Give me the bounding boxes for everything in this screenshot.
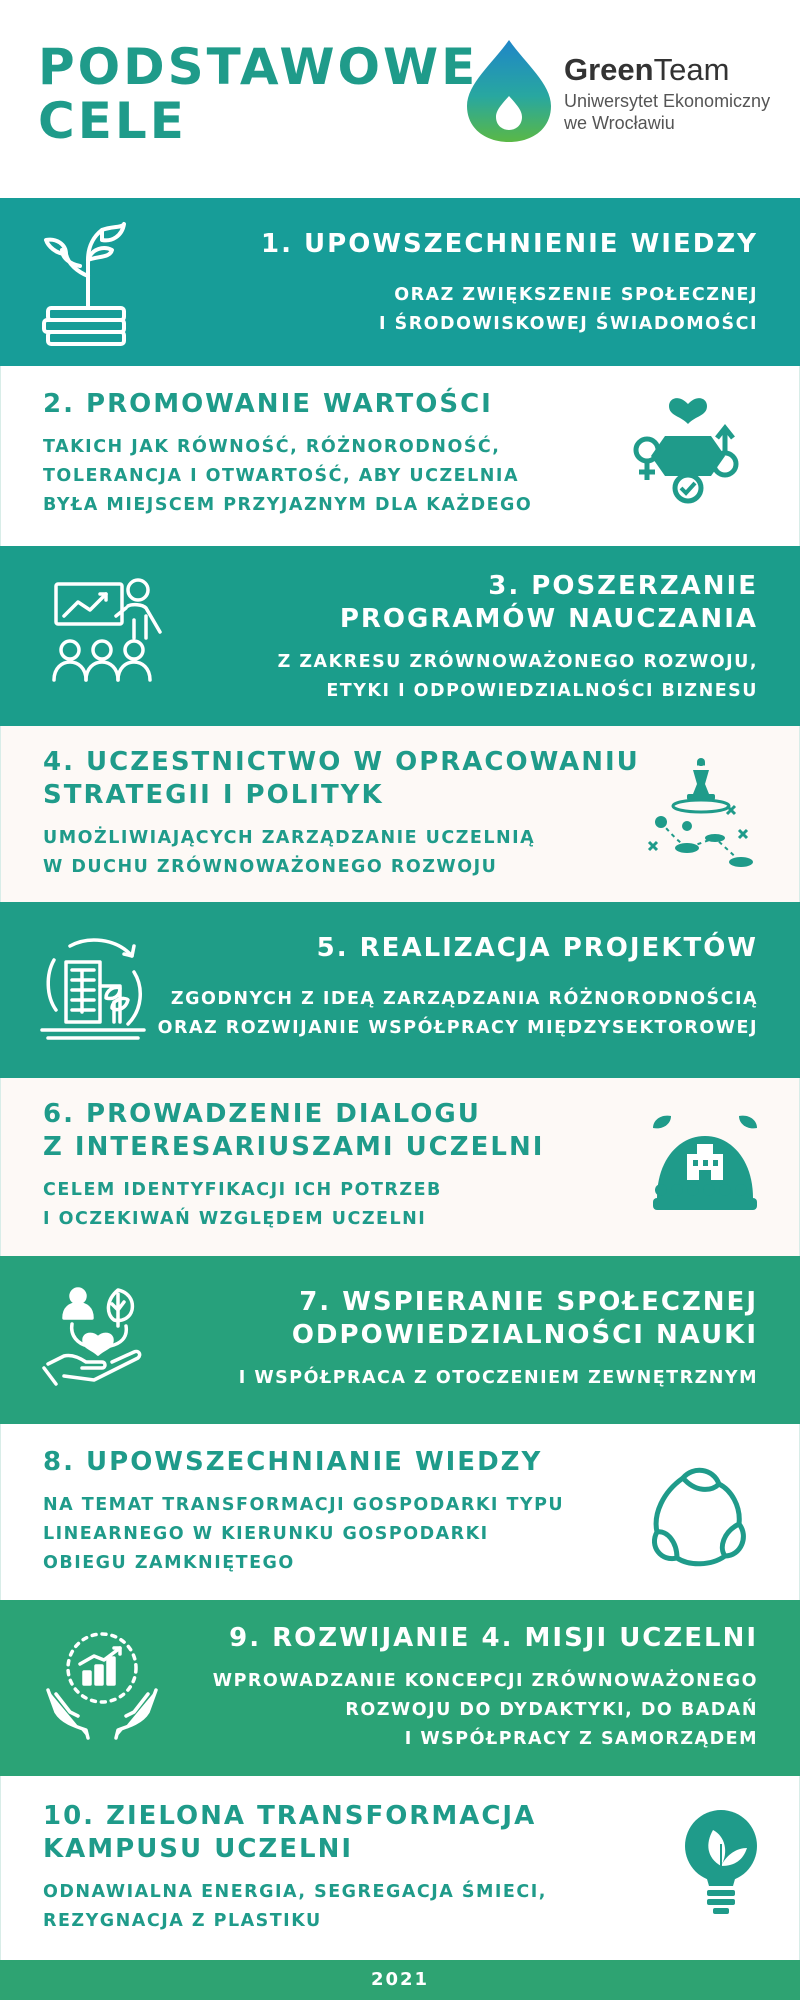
goal-7-title xyxy=(239,1286,758,1352)
water-drop-logo-icon xyxy=(464,38,554,144)
goal-1-description xyxy=(261,281,758,339)
growth-hands-icon xyxy=(44,1630,160,1742)
goal-2-desc-line-2: TOLERANCJA I OTWARTOŚĆ, ABY UCZELNIA xyxy=(43,466,519,486)
goal-10 xyxy=(0,1776,800,1960)
goal-2-text xyxy=(43,388,532,520)
eco-bulb-icon xyxy=(681,1808,761,1920)
goal-10-title-line-2: KAMPUSU UCZELNI xyxy=(43,1834,354,1864)
goal-10-description xyxy=(43,1878,547,1936)
goal-3-text xyxy=(278,570,758,706)
goal-7 xyxy=(0,1256,800,1424)
goal-4 xyxy=(0,726,800,902)
goal-5-desc-line-2: ORAZ ROZWIJANIE WSPÓŁPRACY MIĘDZYSEKTOROWEJ xyxy=(157,1018,758,1038)
goal-3 xyxy=(0,546,800,726)
goal-4-desc-line-2: W DUCHU ZRÓWNOWAŻONEGO ROZWOJU xyxy=(43,857,498,877)
goal-5-title-line-1: 5. REALIZACJA PROJEKTÓW xyxy=(316,933,758,963)
plant-on-books-icon xyxy=(40,220,130,348)
goal-4-title-line-1: 4. UCZESTNICTWO W OPRACOWANIU xyxy=(43,747,640,777)
goal-3-desc-line-2: ETYKI I ODPOWIEDZIALNOŚCI BIZNESU xyxy=(326,681,758,701)
goal-8-text xyxy=(43,1446,564,1578)
logo-name xyxy=(564,52,729,88)
header xyxy=(0,0,800,198)
goal-6-title xyxy=(43,1098,544,1164)
goal-7-description xyxy=(239,1364,758,1393)
goal-5-title xyxy=(158,932,758,965)
goal-10-desc-line-2: REZYGNACJA Z PLASTIKU xyxy=(43,1911,322,1931)
caring-hand-icon xyxy=(42,1284,146,1388)
goal-9-desc-line-1: WPROWADZANIE KONCEPCJI ZRÓWNOWAŻONEGO xyxy=(212,1671,758,1691)
green-building-cycle-icon xyxy=(40,938,148,1042)
goal-9-description xyxy=(213,1667,758,1754)
goal-2-description xyxy=(43,433,532,520)
goal-6-title-line-1: 6. PROWADZENIE DIALOGU xyxy=(43,1099,481,1129)
goal-9-title xyxy=(213,1622,758,1655)
strategy-chess-icon xyxy=(643,754,759,878)
goal-3-title xyxy=(278,570,758,636)
goal-8-desc-line-3: OBIEGU ZAMKNIĘTEGO xyxy=(43,1553,295,1573)
goal-8-desc-line-2: LINEARNEGO W KIERUNKU GOSPODARKI xyxy=(43,1524,489,1544)
goal-2-title-line-1: 2. PROMOWANIE WARTOŚCI xyxy=(43,389,493,419)
goal-3-description xyxy=(278,648,758,706)
goal-6-desc-line-1: CELEM IDENTYFIKACJI ICH POTRZEB xyxy=(43,1180,442,1200)
goal-10-title-line-1: 10. ZIELONA TRANSFORMACJA xyxy=(43,1801,537,1831)
goal-4-desc-line-1: UMOŻLIWIAJĄCYCH ZARZĄDZANIE UCZELNIĄ xyxy=(43,828,536,848)
goal-1-text xyxy=(261,228,758,339)
goal-1 xyxy=(0,198,800,366)
goal-10-title xyxy=(43,1800,547,1866)
goal-7-title-line-2: ODPOWIEDZIALNOŚCI NAUKI xyxy=(291,1320,758,1350)
goal-3-title-line-1: 3. POSZERZANIE xyxy=(488,571,758,601)
goal-4-text xyxy=(43,746,640,882)
goal-9 xyxy=(0,1600,800,1776)
logo-name-bold: Green xyxy=(564,52,654,87)
goal-4-title xyxy=(43,746,640,812)
logo-subtitle-line-1: Uniwersytet Ekonomiczny xyxy=(564,91,771,111)
goal-1-desc-line-1: ORAZ ZWIĘKSZENIE SPOŁECZNEJ xyxy=(394,285,758,305)
goal-1-desc-line-2: I ŚRODOWISKOWEJ ŚWIADOMOŚCI xyxy=(378,314,758,334)
logo-subtitle xyxy=(564,90,770,134)
goal-1-title-line-1: 1. UPOWSZECHNIENIE WIEDZY xyxy=(261,229,758,259)
goal-5-text xyxy=(158,932,758,1043)
goal-9-desc-line-3: I WSPÓŁPRACY Z SAMORZĄDEM xyxy=(404,1729,758,1749)
logo-subtitle-line-2: we Wrocławiu xyxy=(564,113,675,133)
goal-6-description xyxy=(43,1176,544,1234)
goal-5 xyxy=(0,902,800,1078)
circular-economy-icon xyxy=(645,1462,755,1572)
goal-2-title xyxy=(43,388,532,421)
goal-9-text xyxy=(213,1622,758,1754)
goal-4-title-line-2: STRATEGII I POLITYK xyxy=(43,780,384,810)
goal-8-description xyxy=(43,1491,564,1578)
goal-2-desc-line-3: BYŁA MIEJSCEM PRZYJAZNYM DLA KAŻDEGO xyxy=(43,495,533,515)
goal-8-desc-line-1: NA TEMAT TRANSFORMACJI GOSPODARKI TYPU xyxy=(43,1495,565,1515)
goal-8 xyxy=(0,1424,800,1600)
goal-1-title xyxy=(261,228,758,261)
goal-7-title-line-1: 7. WSPIERANIE SPOŁECZNEJ xyxy=(299,1287,758,1317)
page-title xyxy=(38,40,478,148)
presentation-icon xyxy=(50,576,170,690)
goal-3-desc-line-1: Z ZAKRESU ZRÓWNOWAŻONEGO ROZWOJU, xyxy=(277,652,758,672)
goal-9-title-line-1: 9. ROZWIJANIE 4. MISJI UCZELNI xyxy=(229,1623,758,1653)
goal-2 xyxy=(0,366,800,546)
goal-7-text xyxy=(239,1286,758,1393)
page-title-line-1: PODSTAWOWE xyxy=(38,38,479,96)
goal-8-title-line-1: 8. UPOWSZECHNIANIE WIEDZY xyxy=(43,1447,543,1477)
goal-10-desc-line-1: ODNAWIALNA ENERGIA, SEGREGACJA ŚMIECI, xyxy=(43,1882,547,1902)
goal-5-desc-line-1: ZGODNYCH Z IDEĄ ZARZĄDZANIA RÓŻNORODNOŚCIĄ xyxy=(170,989,758,1009)
goal-7-desc-line-1: I WSPÓŁPRACA Z OTOCZENIEM ZEWNĘTRZNYM xyxy=(238,1368,758,1388)
page-title-line-2: CELE xyxy=(38,92,187,150)
goal-9-desc-line-2: ROZWOJU DO DYDAKTYKI, DO BADAŃ xyxy=(345,1700,758,1720)
goal-2-desc-line-1: TAKICH JAK RÓWNOŚĆ, RÓŻNORODNOŚĆ, xyxy=(43,437,501,457)
footer-year: 2021 xyxy=(0,1960,800,2000)
goal-6-title-line-2: Z INTERESARIUSZAMI UCZELNI xyxy=(43,1132,545,1162)
logo-name-light: Team xyxy=(653,52,730,87)
green-team-logo xyxy=(464,38,784,144)
goal-4-description xyxy=(43,824,640,882)
goal-6-desc-line-2: I OCZEKIWAŃ WZGLĘDEM UCZELNI xyxy=(43,1209,427,1229)
goal-10-text xyxy=(43,1800,547,1936)
goal-3-title-line-2: PROGRAMÓW NAUCZANIA xyxy=(339,604,758,634)
goal-5-description xyxy=(158,985,758,1043)
goal-6 xyxy=(0,1078,800,1256)
stakeholders-icon xyxy=(649,1110,761,1222)
gender-equality-icon xyxy=(633,394,743,506)
goal-8-title xyxy=(43,1446,564,1479)
goal-6-text xyxy=(43,1098,544,1234)
